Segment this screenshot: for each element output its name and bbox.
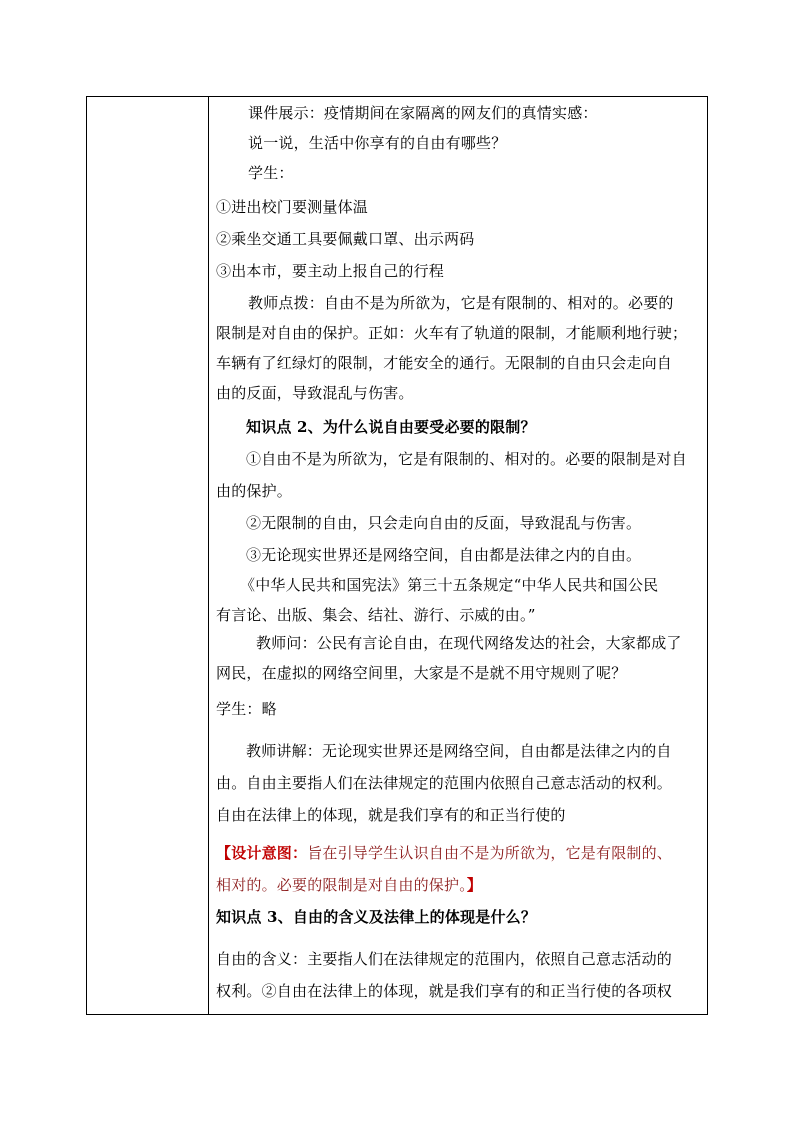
text-line: ①进出校门要测量体温: [216, 198, 369, 216]
text-line: 限制是对自由的保护。正如：火车有了轨道的限制，才能顺利地行驶；: [216, 324, 688, 342]
column-divider: [208, 97, 209, 1014]
text-line: 自由在法律上的体现，就是我们享有的和正当行使的: [216, 806, 566, 824]
text-line: 说一说，生活中你享有的自由有哪些？: [248, 134, 507, 152]
design-intent-text: 相对的。必要的限制是对自由的保护。: [216, 876, 467, 894]
text-line: 权利。②自由在法律上的体现，就是我们享有的和正当行使的各项权: [216, 982, 673, 1000]
design-intent-open: 【设计意图：: [216, 844, 308, 862]
text-line: 教师讲解：无论现实世界还是网络空间，自由都是法律之内的自: [246, 742, 672, 760]
section-heading: 知识点 3、自由的含义及法律上的体现是什么？: [216, 908, 537, 926]
text-line: 由的反面，导致混乱与伤害。: [216, 384, 414, 402]
text-line: 网民，在虚拟的网络空间里，大家是不是就不用守规则了呢？: [216, 664, 627, 682]
text-line: 由的保护。: [216, 482, 293, 500]
text-line: ②乘坐交通工具要佩戴口罩、出示两码: [216, 230, 475, 248]
lesson-table: [86, 96, 708, 1015]
text-line: 课件展示：疫情期间在家隔离的网友们的真情实感：: [248, 104, 598, 122]
text-line: 自由的含义：主要指人们在法律规定的范围内，依照自己意志活动的: [216, 950, 673, 968]
design-intent-line: [216, 843, 672, 863]
text-line: ③出本市，要主动上报自己的行程: [216, 262, 445, 280]
text-line: ③无论现实世界还是网络空间，自由都是法律之内的自由。: [246, 546, 642, 564]
text-line: 教师问：公民有言论自由，在现代网络发达的社会，大家都成了: [256, 634, 682, 652]
text-line: 学生：略: [216, 700, 277, 718]
text-line: ②无限制的自由，只会走向自由的反面，导致混乱与伤害。: [246, 514, 642, 532]
section-heading: 知识点 2、为什么说自由要受必要的限制？: [246, 418, 536, 436]
text-line: 《中华人民共和国宪法》第三十五条规定“中华人民共和国公民: [240, 576, 659, 594]
design-intent-text: 旨在引导学生认识自由不是为所欲为，它是有限制的、: [307, 844, 673, 862]
text-line: 教师点拨：自由不是为所欲为，它是有限制的、相对的。必要的: [248, 294, 674, 312]
text-line: ①自由不是为所欲为，它是有限制的、相对的。必要的限制是对自: [246, 450, 687, 468]
text-line: 车辆有了红绿灯的限制，才能安全的通行。无限制的自由只会走向自: [216, 354, 673, 372]
design-intent-close: 】: [466, 876, 483, 894]
design-intent-line: [216, 875, 482, 895]
text-line: 由。自由主要指人们在法律规定的范围内依照自己意志活动的权利。: [216, 774, 673, 792]
text-line: 学生：: [248, 164, 294, 182]
text-line: 有言论、出版、集会、结社、游行、示威的由。”: [216, 606, 536, 624]
